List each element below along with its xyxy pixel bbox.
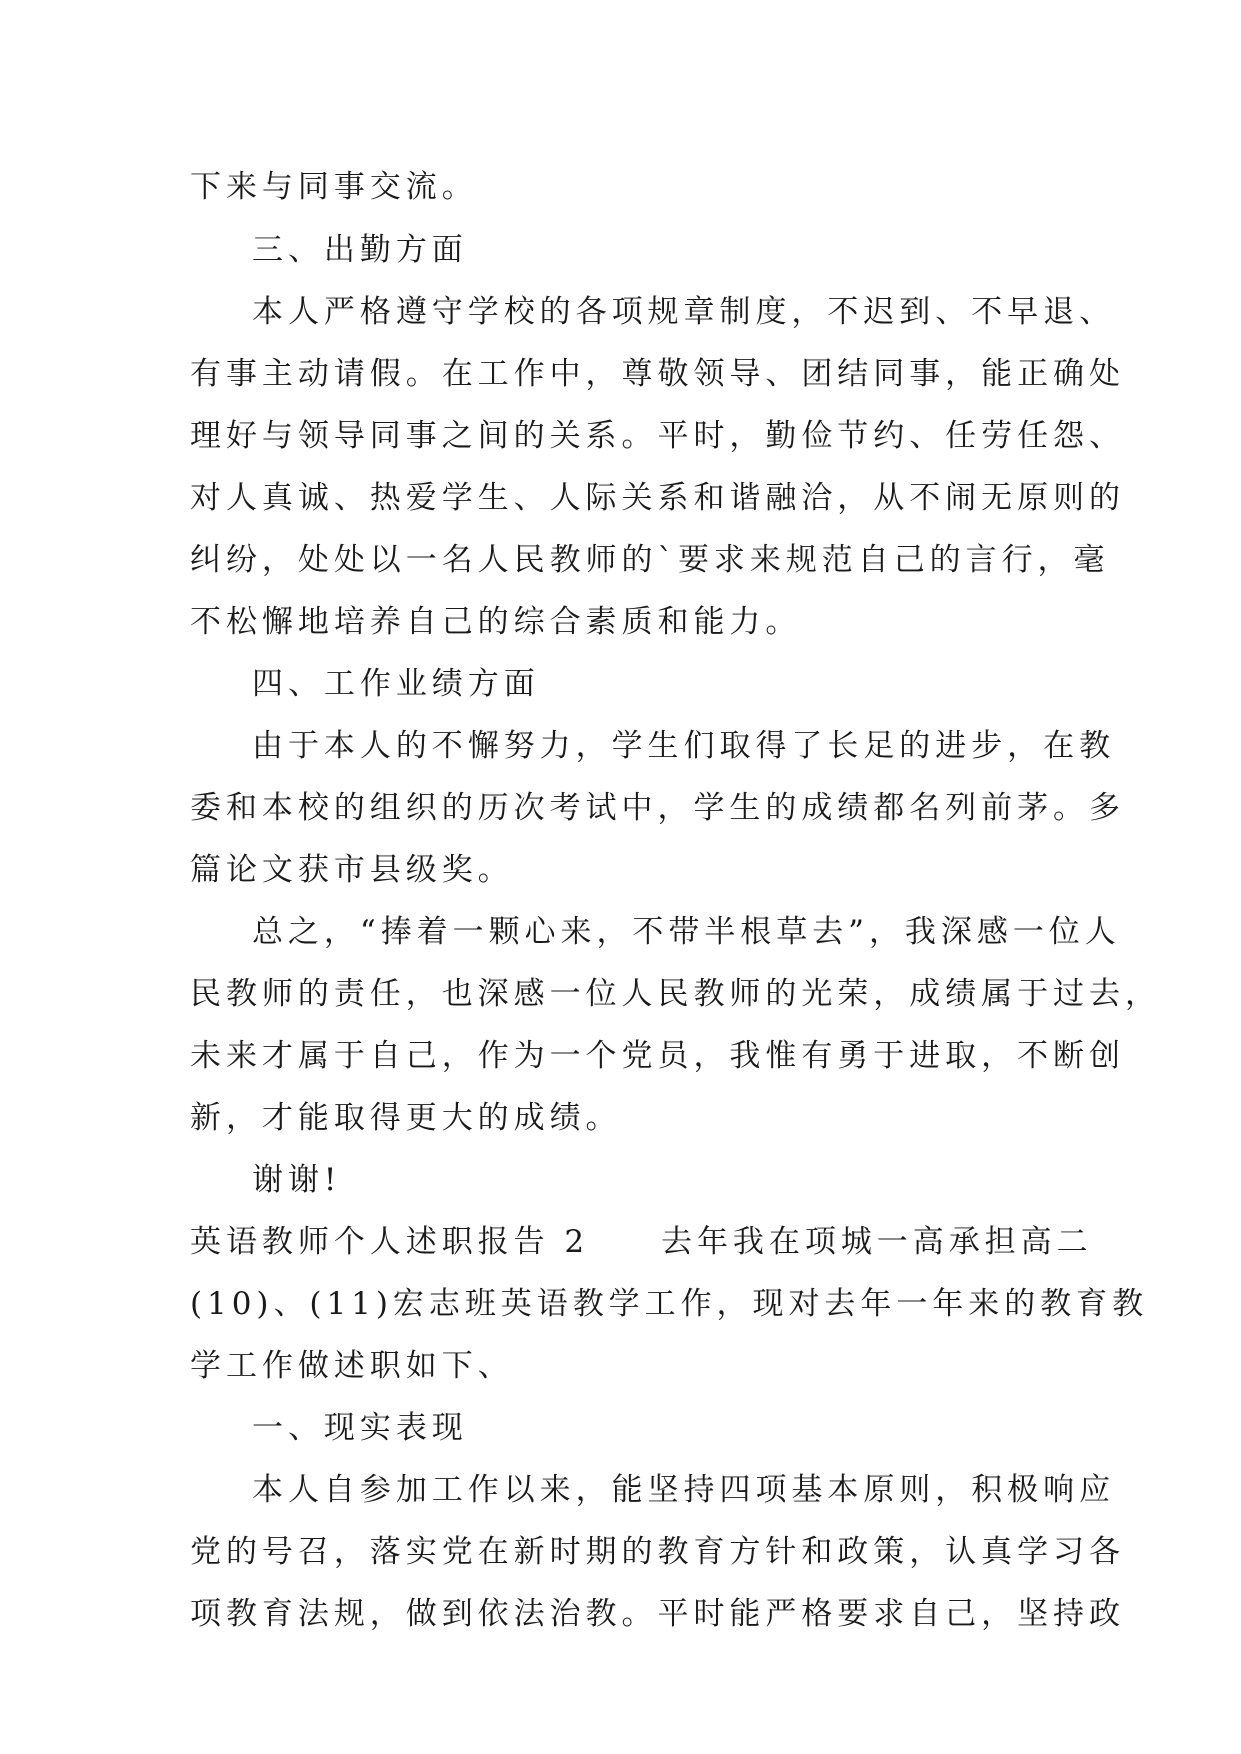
text-line: 总之，“捧着一颗心来，不带半根草去”，我深感一位人 xyxy=(252,914,1121,950)
text-line: 由于本人的不懈努力，学生们取得了长足的进步，在教 xyxy=(252,728,1116,764)
section-heading: 四、工作业绩方面 xyxy=(252,666,540,702)
text-line: 篇论文获市县级奖。 xyxy=(190,852,514,888)
text-line: (10)、(11)宏志班英语教学工作，现对去年一年来的教育教 xyxy=(190,1286,1149,1322)
text-line: 纠纷，处处以一名人民教师的`要求来规范自己的言行，毫 xyxy=(190,542,1110,578)
text-line: 本人严格遵守学校的各项规章制度，不迟到、不早退、 xyxy=(252,294,1116,330)
section-heading: 一、现实表现 xyxy=(252,1410,468,1446)
text-line: 未来才属于自己，作为一个党员，我惟有勇于进取，不断创 xyxy=(190,1038,1125,1074)
text-line: 对人真诚、热爱学生、人际关系和谐融洽，从不闹无原则的 xyxy=(190,480,1125,516)
text-line: 本人自参加工作以来，能坚持四项基本原则，积极响应 xyxy=(252,1472,1116,1508)
text-line: 委和本校的组织的历次考试中，学生的成绩都名列前茅。多 xyxy=(190,790,1125,826)
text-line: 不松懈地培养自己的综合素质和能力。 xyxy=(190,604,802,640)
report-title-line: 英语教师个人述职报告 2 去年我在项城一高承担高二 xyxy=(190,1224,1093,1260)
text-line: 学工作做述职如下、 xyxy=(190,1348,514,1384)
text-line: 新，才能取得更大的成绩。 xyxy=(190,1100,622,1136)
closing-text: 谢谢! xyxy=(252,1162,342,1198)
text-line: 有事主动请假。在工作中，尊敬领导、团结同事，能正确处 xyxy=(190,356,1125,392)
text-line: 理好与领导同事之间的关系。平时，勤俭节约、任劳任怨、 xyxy=(190,418,1125,454)
text-line: 党的号召，落实党在新时期的教育方针和政策，认真学习各 xyxy=(190,1534,1125,1570)
text-line: 下来与同事交流。 xyxy=(190,169,478,205)
text-line: 民教师的责任，也深感一位人民教师的光荣，成绩属于过去， xyxy=(190,976,1161,1012)
text-line: 项教育法规，做到依法治教。平时能严格要求自己，坚持政 xyxy=(190,1596,1125,1632)
section-heading: 三、出勤方面 xyxy=(252,232,468,268)
